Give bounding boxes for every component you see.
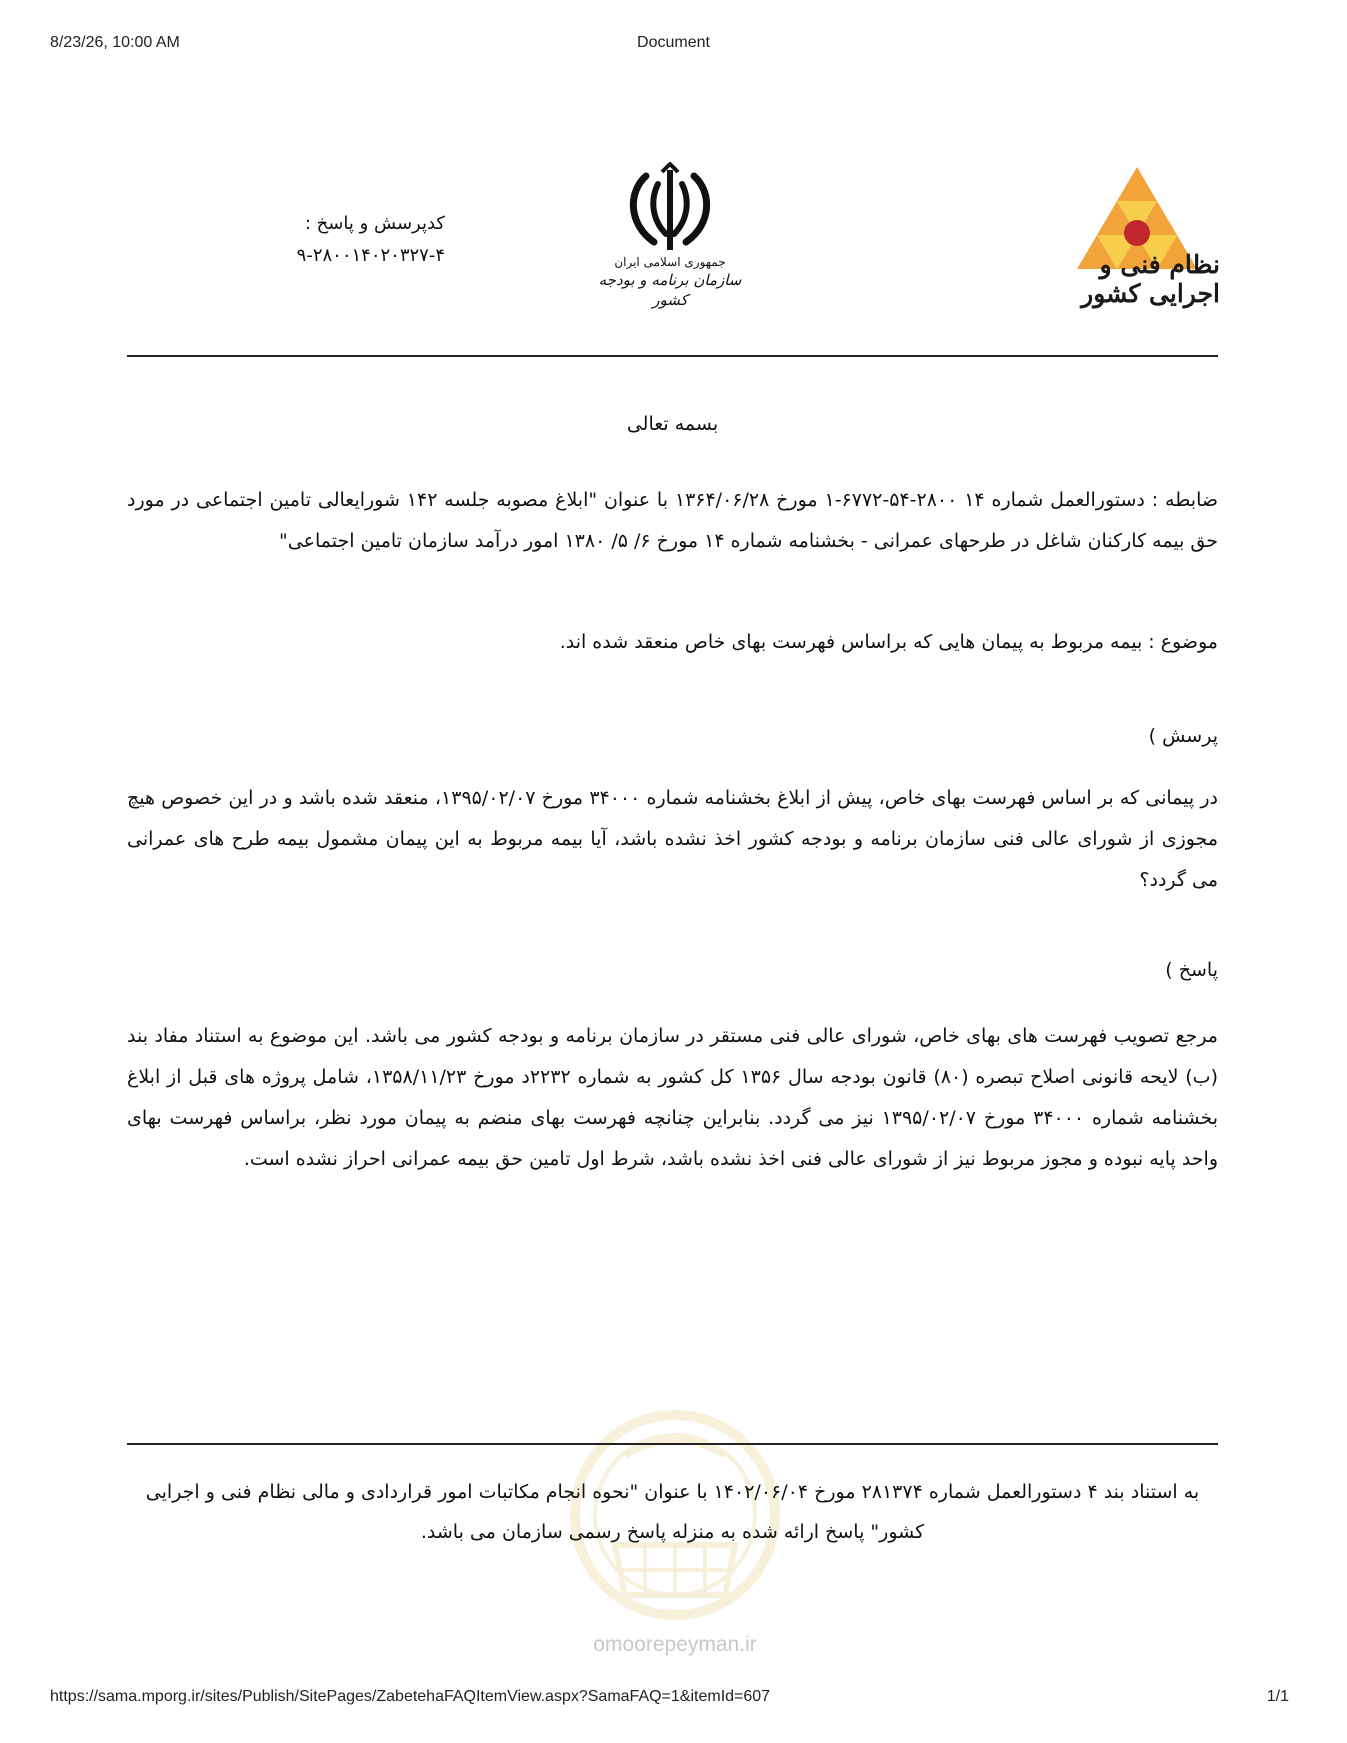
print-title: Document <box>637 34 710 51</box>
answer-paragraph: مرجع تصویب فهرست های بهای خاص، شورای عالی فنی مستقر در سازمان برنامه و بودجه کشور می باشد. این موضوع به استناد مفاد بند (ب) لایحه قانونی اصلاح تبصره (۸۰) قانون بودجه سال ۱۳۵۶ کل کشور به شماره ۲۲۳۲د مورخ ۱۳۵۸/۱۱/۲۳، شامل پروژه های قبل از ابلاغ بخشنامه شماره ۳۴۰۰۰ مورخ ۱۳۹۵/۰۲/۰۷ نیز می گردد. بنابراین چنانچه فهرست بهای منضم به پیمان مورد نظر، براساس فهرست بهای واحد پایه نبوده و مجوز مربوط نیز از شورای عالی فنی اخذ نشده باشد، شرط اول تامین حق بیمه عمرانی احراز نشده است. <box>127 1025 1219 1170</box>
technical-system-logo-text: نظام فنی و اجرایی کشور <box>1081 250 1220 308</box>
print-footer <box>0 1688 1347 1710</box>
source-url-link[interactable]: https://sama.mporg.ir/sites/Publish/SitePages/ZabetehaFAQItemView.aspx?SamaFAQ=1&itemId=607 <box>50 1688 771 1705</box>
qa-code-block <box>240 208 445 272</box>
print-header <box>0 34 1347 56</box>
answer-heading: پاسخ ) <box>1165 959 1218 981</box>
footnote-paragraph: به استناد بند ۴ دستورالعمل شماره ۲۸۱۳۷۴ مورخ ۱۴۰۲/۰۶/۰۴ با عنوان "نحوه انجام مکاتبات امور قراردادی و مالی نظام فنی و اجرایی کشور" پاسخ ارائه شده به منزله پاسخ رسمی سازمان می باشد. <box>145 1481 1200 1543</box>
page-number: 1/1 <box>1266 1688 1289 1705</box>
iran-emblem-icon <box>620 162 720 254</box>
print-datetime: 8/23/26, 10:00 AM <box>50 34 180 51</box>
basmala: بسمه تعالی <box>626 413 719 435</box>
footer-divider <box>127 1443 1218 1445</box>
subject-paragraph: موضوع : بیمه مربوط به پیمان هایی که براساس فهرست بهای خاص منعقد شده اند. <box>559 631 1218 653</box>
header-divider <box>127 355 1218 357</box>
question-heading: پرسش ) <box>1148 725 1218 747</box>
regulation-paragraph: ضابطه : دستورالعمل شماره ۱۴ ۲۸۰۰-۵۴-۶۷۷۲-۱ مورخ ۱۳۶۴/۰۶/۲۸ با عنوان "ابلاغ مصوبه جلسه ۱۴۲ شورایعالی تامین اجتماعی در مورد حق بیمه کارکنان شاغل در طرحهای عمرانی - بخشنامه شماره ۱۴ مورخ ۶/ ۵/ ۱۳۸۰ امور درآمد سازمان تامین اجتماعی" <box>127 489 1218 552</box>
watermark-text: omoorepeyman.ir <box>593 1633 757 1656</box>
question-paragraph: در پیمانی که بر اساس فهرست بهای خاص، پیش از ابلاغ بخشنامه شماره ۳۴۰۰۰ مورخ ۱۳۹۵/۰۲/۰۷، منعقد شده باشد و در این خصوص هیچ مجوزی از شورای عالی فنی سازمان برنامه و بودجه کشور اخذ نشده باشد، آیا بیمه مربوط به این پیمان مشمول بیمه طرح های عمرانی می گردد؟ <box>127 787 1218 891</box>
emblem-line-1: جمهوری اسلامی ایران <box>614 255 726 269</box>
qa-code-label: کدپرسش و پاسخ : <box>304 213 445 234</box>
qa-code-value: ۹-۲۸۰۰۱۴۰۲۰۳۲۷-۴ <box>296 245 445 266</box>
emblem-caption <box>590 254 750 311</box>
emblem-line-2: سازمان برنامه و بودجه کشور <box>598 271 742 310</box>
